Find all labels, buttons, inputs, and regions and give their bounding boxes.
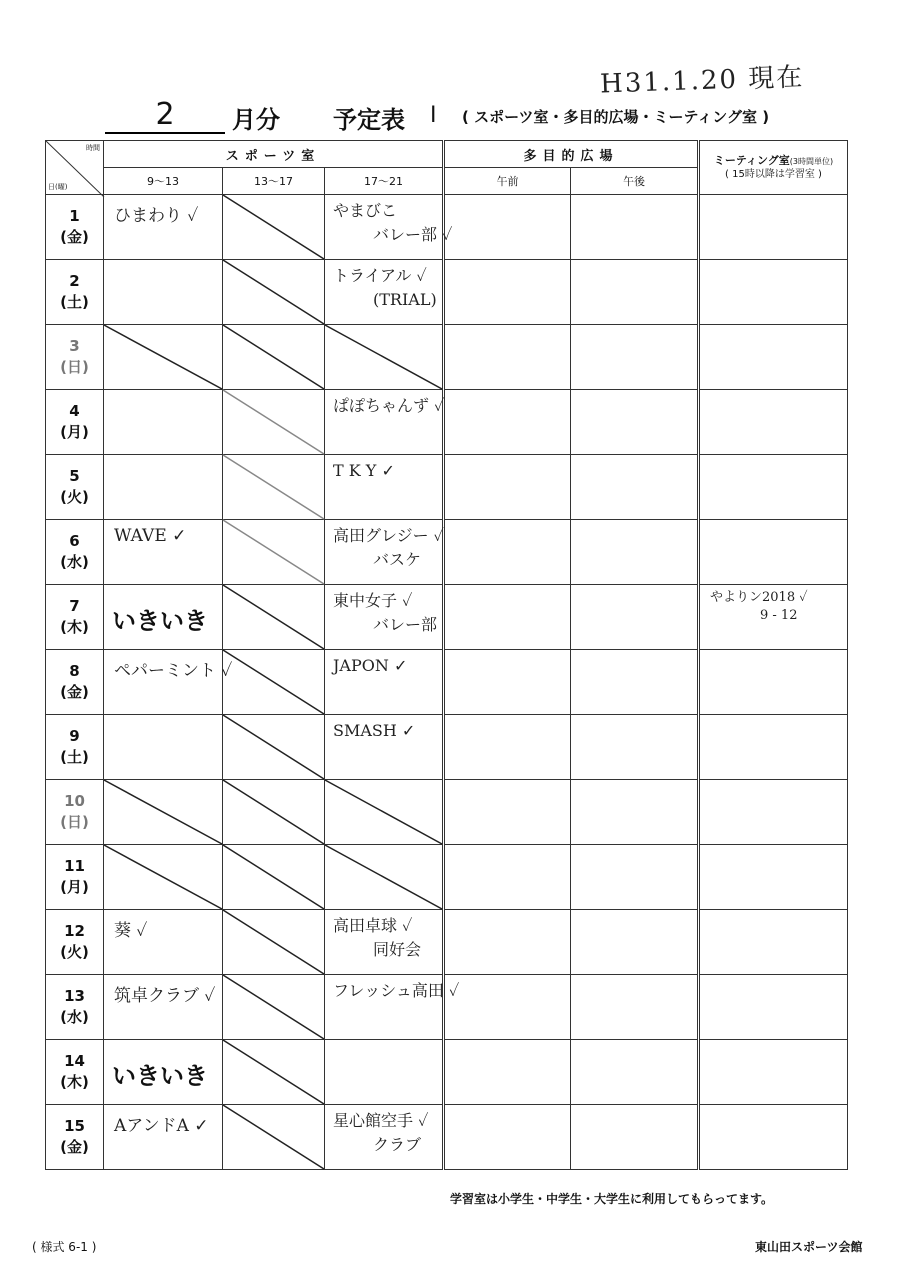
- sports-slot-2[interactable]: [223, 650, 325, 715]
- plaza-pm-slot[interactable]: [571, 975, 699, 1040]
- meeting-slot[interactable]: [699, 260, 848, 325]
- unavailable-slash-icon: [223, 520, 324, 584]
- unavailable-slash-icon: [223, 845, 324, 909]
- day-cell: [46, 650, 104, 715]
- sports-slot-1[interactable]: [104, 260, 223, 325]
- table-row: [46, 390, 848, 455]
- unavailable-slash-icon: [223, 1040, 324, 1104]
- sports-slot-2[interactable]: [223, 260, 325, 325]
- unavailable-slash-icon: [104, 845, 222, 909]
- day-cell: [46, 1040, 104, 1105]
- sports-slot-3[interactable]: [325, 390, 444, 455]
- plaza-pm-slot[interactable]: [571, 780, 699, 845]
- plaza-pm-slot[interactable]: [571, 585, 699, 650]
- table-row: [46, 520, 848, 585]
- plaza-pm-slot[interactable]: [571, 715, 699, 780]
- sports-slot-1[interactable]: [104, 325, 223, 390]
- booking-text: [333, 394, 444, 418]
- weekday: (火): [60, 943, 89, 961]
- table-row: [46, 715, 848, 780]
- plaza-am-header: 午前: [444, 168, 571, 195]
- sports-slot-1[interactable]: [104, 1105, 223, 1170]
- booking-line: やまびこ: [333, 201, 398, 220]
- sports-slot-2[interactable]: [223, 195, 325, 260]
- page-subtitle: ( スポーツ室・多目的広場・ミーティング室 ): [462, 108, 770, 126]
- page-title: 予定表: [333, 106, 405, 134]
- plaza-am-slot[interactable]: [444, 585, 571, 650]
- plaza-am-slot[interactable]: [444, 1040, 571, 1105]
- sports-slot-1[interactable]: [104, 195, 223, 260]
- slot-header-3: 17～21: [325, 168, 444, 195]
- sports-slot-3[interactable]: [325, 195, 453, 260]
- sports-slot-1[interactable]: [104, 455, 223, 520]
- booking-line: (TRIAL): [373, 290, 437, 309]
- unavailable-slash-icon: [223, 975, 324, 1039]
- day-cell: [46, 585, 104, 650]
- day-number: 12: [64, 922, 85, 940]
- sports-slot-2[interactable]: [223, 325, 325, 390]
- plaza-pm-slot[interactable]: [571, 195, 699, 260]
- booking-line: 星心館空手 ✓: [333, 1111, 429, 1130]
- plaza-am-slot[interactable]: [444, 455, 571, 520]
- sports-slot-2[interactable]: [223, 975, 325, 1040]
- booking-line: ぱぽちゃんず ✓: [333, 396, 445, 415]
- plaza-am-slot[interactable]: [444, 910, 571, 975]
- unavailable-slash-icon: [223, 325, 324, 389]
- sports-slot-3[interactable]: [325, 260, 444, 325]
- day-number: 13: [64, 987, 85, 1005]
- table-row: [46, 780, 848, 845]
- schedule-rows: [46, 195, 848, 1170]
- slot-header-1: 9～13: [104, 168, 223, 195]
- sports-slot-1[interactable]: [104, 845, 223, 910]
- booking-text: ペパーミント ✓: [114, 661, 233, 681]
- meeting-slot[interactable]: [699, 585, 848, 650]
- month-label: 月分: [232, 106, 280, 134]
- sports-slot-3[interactable]: [325, 1105, 444, 1170]
- day-cell: [46, 715, 104, 780]
- table-row: [46, 1105, 848, 1170]
- table-row: [46, 325, 848, 390]
- day-cell: [46, 780, 104, 845]
- plaza-am-slot[interactable]: [444, 1105, 571, 1170]
- plaza-pm-slot[interactable]: [571, 520, 699, 585]
- meeting-room-note: ( 15時以降は学習室 ): [725, 169, 822, 180]
- meeting-slot[interactable]: [699, 975, 848, 1040]
- header-corner: [46, 141, 104, 195]
- meeting-slot[interactable]: [699, 325, 848, 390]
- plaza-pm-slot[interactable]: [571, 1105, 699, 1170]
- day-number: 15: [64, 1117, 85, 1135]
- weekday: (水): [60, 1008, 89, 1026]
- meeting-slot[interactable]: [699, 195, 848, 260]
- day-number: 6: [69, 532, 80, 550]
- sports-slot-3[interactable]: [325, 845, 444, 910]
- meeting-slot[interactable]: [699, 910, 848, 975]
- meeting-slot[interactable]: [699, 520, 848, 585]
- day-cell: [46, 260, 104, 325]
- unavailable-slash-icon: [223, 585, 324, 649]
- date-label: 日(曜): [48, 183, 68, 191]
- unavailable-slash-icon: [223, 455, 324, 519]
- booking-text: [333, 264, 437, 312]
- sports-slot-2[interactable]: [223, 455, 325, 520]
- table-row: [46, 260, 848, 325]
- sports-slot-1[interactable]: [104, 390, 223, 455]
- meeting-slot[interactable]: [699, 650, 848, 715]
- plaza-am-slot[interactable]: [444, 845, 571, 910]
- table-row: [46, 845, 848, 910]
- plaza-am-slot[interactable]: [444, 715, 571, 780]
- plaza-pm-slot[interactable]: [571, 455, 699, 520]
- meeting-slot[interactable]: [699, 780, 848, 845]
- unavailable-slash-icon: [104, 780, 222, 844]
- plaza-am-slot[interactable]: [444, 975, 571, 1040]
- unavailable-slash-icon: [325, 845, 442, 909]
- unavailable-slash-icon: [223, 715, 324, 779]
- unavailable-slash-icon: [325, 780, 442, 844]
- day-number: 5: [69, 467, 80, 485]
- sports-slot-3[interactable]: [325, 325, 444, 390]
- booking-text: [333, 1109, 428, 1157]
- booking-text: WAVE ✓: [114, 526, 187, 546]
- day-number: 8: [69, 662, 80, 680]
- table-row: [46, 195, 848, 260]
- plaza-pm-header: 午後: [571, 168, 699, 195]
- slot-header-2: 13～17: [223, 168, 325, 195]
- booking-line: 同好会: [373, 940, 422, 959]
- day-number: 7: [69, 597, 80, 615]
- sports-slot-1[interactable]: [104, 715, 223, 780]
- table-row: [46, 585, 848, 650]
- plaza-pm-slot[interactable]: [571, 390, 699, 455]
- meeting-room-title: ミーティング室: [713, 154, 790, 167]
- meeting-slot[interactable]: [699, 390, 848, 455]
- sports-slot-3[interactable]: [325, 975, 460, 1040]
- booking-text: いきいき: [112, 1062, 208, 1090]
- plaza-am-slot[interactable]: [444, 260, 571, 325]
- booking-text: 葵 ✓: [114, 921, 148, 941]
- day-number: 3: [69, 337, 80, 355]
- unavailable-slash-icon: [325, 325, 442, 389]
- booking-text: ひまわり ✓: [114, 206, 199, 226]
- meeting-slot[interactable]: [699, 715, 848, 780]
- plaza-pm-slot[interactable]: [571, 325, 699, 390]
- sports-slot-2[interactable]: [223, 1040, 325, 1105]
- plaza-pm-slot[interactable]: [571, 910, 699, 975]
- booking-line: 高田グレジー ✓: [333, 526, 445, 545]
- plaza-am-slot[interactable]: [444, 325, 571, 390]
- meeting-line: やよりン2018 ✓: [710, 590, 808, 605]
- meeting-slot[interactable]: [699, 455, 848, 520]
- sports-slot-1[interactable]: [104, 650, 233, 715]
- sports-room-header: スポーツ室: [104, 141, 444, 168]
- weekday: (水): [60, 553, 89, 571]
- plaza-pm-slot[interactable]: [571, 650, 699, 715]
- booking-line: 高田卓球 ✓: [333, 916, 413, 935]
- date-stamp: H31.1.20 現在: [599, 62, 805, 100]
- study-room-note: 学習室は小学生・中学生・大学生に利用してもらってます。: [450, 1192, 774, 1206]
- day-number: 11: [64, 857, 85, 875]
- unavailable-slash-icon: [104, 325, 222, 389]
- plaza-pm-slot[interactable]: [571, 260, 699, 325]
- day-cell: [46, 455, 104, 520]
- booking-text: [333, 719, 415, 743]
- plaza-am-slot[interactable]: [444, 780, 571, 845]
- unavailable-slash-icon: [223, 390, 324, 454]
- sports-slot-3[interactable]: [325, 1040, 444, 1105]
- schedule-table: [45, 140, 848, 1170]
- sports-slot-3[interactable]: [325, 650, 444, 715]
- day-cell: [46, 910, 104, 975]
- booking-text: 筑卓クラブ ✓: [114, 986, 216, 1006]
- day-cell: [46, 1105, 104, 1170]
- booking-line: クラブ: [373, 1135, 422, 1154]
- day-cell: [46, 390, 104, 455]
- booking-text: [333, 459, 395, 483]
- booking-line: トライアル ✓: [333, 266, 427, 285]
- booking-line: SMASH ✓: [333, 721, 416, 740]
- weekday: (土): [60, 293, 89, 311]
- sports-slot-3[interactable]: [325, 910, 444, 975]
- booking-line: フレッシュ高田 ✓: [333, 981, 460, 1000]
- booking-text: [333, 654, 407, 678]
- day-number: 14: [64, 1052, 85, 1070]
- sports-slot-3[interactable]: [325, 585, 444, 650]
- unavailable-slash-icon: [223, 780, 324, 844]
- day-cell: [46, 975, 104, 1040]
- plaza-am-slot[interactable]: [444, 195, 571, 260]
- meeting-booking: [710, 589, 808, 625]
- meeting-room-unit: (3時間単位): [789, 157, 834, 166]
- booking-line: バレー部 ✓: [373, 225, 453, 244]
- weekday: (日): [60, 358, 89, 376]
- meeting-slot[interactable]: [699, 1105, 848, 1170]
- meeting-slot[interactable]: [699, 1040, 848, 1105]
- booking-line: JAPON ✓: [333, 656, 408, 675]
- day-number: 4: [69, 402, 80, 420]
- booking-text: [333, 979, 459, 1003]
- unavailable-slash-icon: [223, 260, 324, 324]
- booking-line: T K Y ✓: [333, 461, 395, 480]
- weekday: (火): [60, 488, 89, 506]
- sports-slot-3[interactable]: [325, 780, 444, 845]
- day-cell: [46, 195, 104, 260]
- table-row: [46, 650, 848, 715]
- weekday: (金): [60, 228, 89, 246]
- day-cell: [46, 325, 104, 390]
- sports-slot-1[interactable]: [104, 585, 223, 650]
- weekday: (木): [60, 618, 89, 636]
- weekday: (日): [60, 813, 89, 831]
- day-number: 2: [69, 272, 80, 290]
- sports-slot-2[interactable]: [223, 390, 325, 455]
- booking-text: いきいき: [112, 607, 208, 635]
- plaza-header: 多目的広場: [444, 141, 699, 168]
- sports-slot-1[interactable]: [104, 975, 223, 1040]
- table-row: [46, 975, 848, 1040]
- booking-text: [333, 524, 444, 572]
- meeting-room-header: [699, 141, 848, 195]
- sports-slot-3[interactable]: [325, 455, 444, 520]
- plaza-am-slot[interactable]: [444, 650, 571, 715]
- plaza-am-slot[interactable]: [444, 390, 571, 455]
- booking-line: 東中女子 ✓: [333, 591, 413, 610]
- unavailable-slash-icon: [223, 195, 324, 259]
- sports-slot-2[interactable]: [223, 845, 325, 910]
- sports-slot-2[interactable]: [223, 1105, 325, 1170]
- unavailable-slash-icon: [223, 650, 324, 714]
- month-number: 2: [105, 98, 225, 134]
- sports-slot-1[interactable]: [104, 780, 223, 845]
- weekday: (金): [60, 683, 89, 701]
- plaza-am-slot[interactable]: [444, 520, 571, 585]
- weekday: (金): [60, 1138, 89, 1156]
- weekday: (土): [60, 748, 89, 766]
- booking-text: AアンドA ✓: [114, 1116, 209, 1136]
- day-number: 9: [69, 727, 80, 745]
- booking-line: バスケ: [373, 550, 422, 569]
- weekday: (月): [60, 423, 89, 441]
- time-label: 時間: [86, 144, 100, 152]
- sports-slot-2[interactable]: [223, 520, 325, 585]
- meeting-line: 9 - 12: [760, 608, 798, 623]
- sports-slot-2[interactable]: [223, 715, 325, 780]
- day-number: 1: [69, 207, 80, 225]
- day-cell: [46, 845, 104, 910]
- sports-slot-2[interactable]: [223, 780, 325, 845]
- sports-slot-3[interactable]: [325, 715, 444, 780]
- venue-name: 東山田スポーツ会館: [755, 1240, 863, 1254]
- day-cell: [46, 520, 104, 585]
- weekday: (木): [60, 1073, 89, 1091]
- plaza-pm-slot[interactable]: [571, 1040, 699, 1105]
- roman-numeral: Ⅰ: [430, 103, 437, 128]
- meeting-slot[interactable]: [699, 845, 848, 910]
- booking-text: [333, 199, 452, 247]
- weekday: (月): [60, 878, 89, 896]
- sports-slot-1[interactable]: [104, 1040, 223, 1105]
- plaza-pm-slot[interactable]: [571, 845, 699, 910]
- day-number: 10: [64, 792, 85, 810]
- booking-text: [333, 914, 421, 962]
- unavailable-slash-icon: [223, 1105, 324, 1169]
- sports-slot-2[interactable]: [223, 910, 325, 975]
- sports-slot-1[interactable]: [104, 910, 223, 975]
- booking-line: バレー部: [373, 615, 438, 634]
- unavailable-slash-icon: [223, 910, 324, 974]
- table-row: [46, 455, 848, 520]
- form-number: ( 様式 6-1 ): [32, 1240, 97, 1254]
- table-row: [46, 910, 848, 975]
- sports-slot-2[interactable]: [223, 585, 325, 650]
- booking-text: [333, 589, 437, 637]
- sports-slot-3[interactable]: [325, 520, 444, 585]
- table-row: [46, 1040, 848, 1105]
- sports-slot-1[interactable]: [104, 520, 223, 585]
